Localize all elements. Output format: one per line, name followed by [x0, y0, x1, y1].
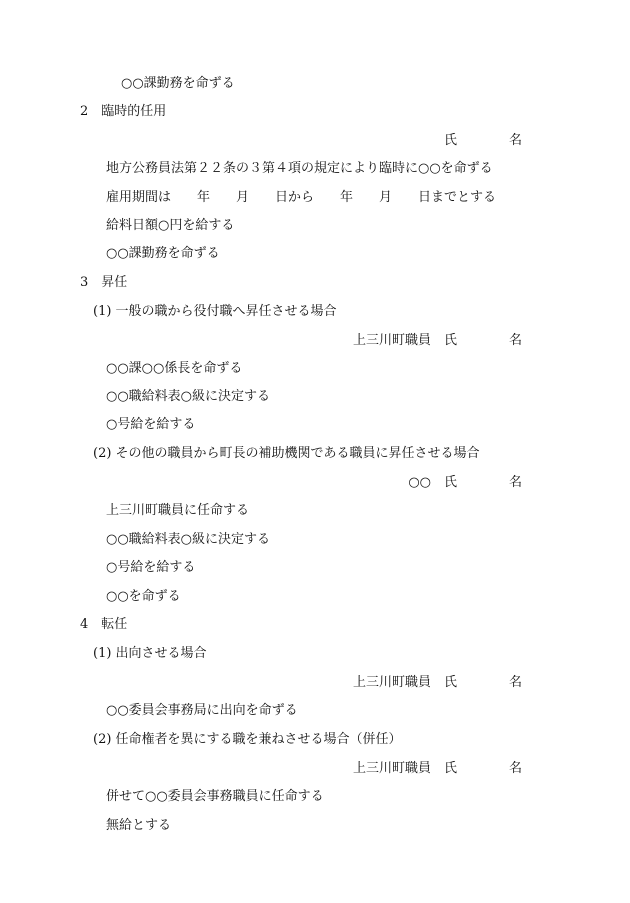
text-line: ○号給を給する [106, 560, 196, 575]
section-heading: 2 臨時的任用 [80, 104, 167, 119]
name-line: 氏 名 [443, 133, 522, 148]
text-line: ○号給を給する [106, 417, 196, 432]
text-line: 雇用期間は 年 月 日から 年 月 日までとする [106, 190, 497, 205]
name-line: 上三川町職員 氏 名 [352, 675, 522, 690]
name-line: ○○ 氏 名 [408, 475, 522, 490]
subsection-heading: (1) 一般の職から役付職へ昇任させる場合 [93, 304, 337, 319]
text-line: ○○委員会事務局に出向を命ずる [106, 703, 298, 718]
text-line: ○○課勤務を命ずる [121, 76, 235, 91]
text-line: 給料日額○円を給する [106, 218, 235, 233]
text-line: ○○職給料表○級に決定する [106, 532, 271, 547]
section-heading: 3 昇任 [80, 275, 128, 290]
text-line: ○○課勤務を命ずる [106, 246, 220, 261]
subsection-heading: (1) 出向させる場合 [93, 646, 207, 661]
text-line: 上三川町職員に任命する [106, 503, 250, 518]
name-line: 上三川町職員 氏 名 [352, 761, 522, 776]
text-line: ○○職給料表○級に決定する [106, 389, 271, 404]
text-line: ○○を命ずる [106, 589, 181, 604]
text-line: 併せて○○委員会事務職員に任命する [106, 789, 324, 804]
section-heading: 4 転任 [80, 617, 128, 632]
name-line: 上三川町職員 氏 名 [352, 333, 522, 348]
subsection-heading: (2) その他の職員から町長の補助機関である職員に昇任させる場合 [93, 446, 480, 461]
text-line: 地方公務員法第２２条の３第４項の規定により臨時に○○を命ずる [106, 161, 493, 176]
text-line: 無給とする [106, 818, 172, 833]
subsection-heading: (2) 任命権者を異にする職を兼ねさせる場合（併任） [93, 732, 402, 747]
text-line: ○○課○○係長を命ずる [106, 361, 243, 376]
